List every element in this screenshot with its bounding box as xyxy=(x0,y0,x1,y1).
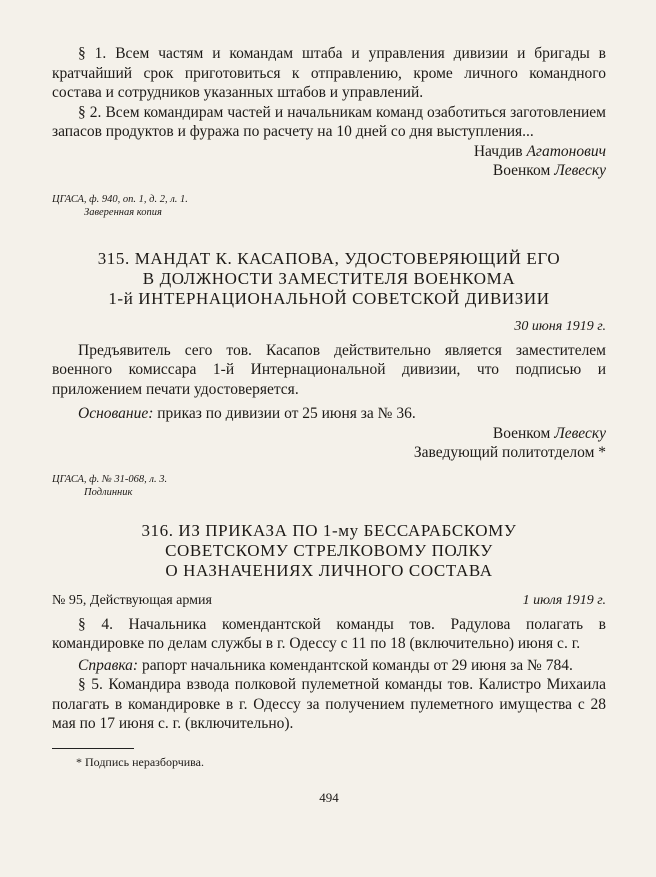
signature-title: Военком xyxy=(492,162,551,179)
doc-316-paragraph-4: § 4. Начальника комендантской команды тов. Радулова полагать в командировке по делам службы в г. Одессу с 11 по 18 (включительно) июня с. г. xyxy=(52,615,606,652)
footnote: * Подпись неразборчива. xyxy=(76,754,204,769)
doc-315-archive-source xyxy=(52,473,606,499)
signature-name: Агатонович xyxy=(526,142,606,160)
doc-315-body: Предъявитель сего тов. Касапов действительно является заместителем военного комиссара 1-й Интернациональной дивизии, что подписью и приложением печати удостоверяется. xyxy=(52,341,606,398)
signature-title: Военком xyxy=(492,424,551,442)
doc-315-date: 30 июня 1919 г. xyxy=(514,318,606,334)
doc-316-heading-line-3: О НАЗНАЧЕНИЯХ ЛИЧНОГО СОСТАВА xyxy=(165,560,493,580)
basis-label: Основание: xyxy=(78,405,154,422)
doc-316-order-row xyxy=(52,593,606,609)
paragraph-2: § 2. Всем командирам частей и начальникам команд озаботиться заготовлением запасов продуктов и фуража по расчету на 10 дней со дня выступления... xyxy=(52,103,606,140)
footnote-rule xyxy=(52,748,134,749)
doc-316-paragraph-5: § 5. Командира взвода полковой пулеметной команды тов. Калистро Михаила полагать в командировке в г. Одессу за получением пулеметного имущества с 28 мая по 17 июня с. г. (включительно). xyxy=(52,676,606,732)
doc-315-signature-voenkom xyxy=(52,424,606,444)
order-number: № 95, Действующая армия xyxy=(52,592,212,608)
signature-title: Начдив xyxy=(473,142,523,160)
archive-source xyxy=(52,193,606,219)
source-line: ЦГАСА, ф. № 31-068, л. 3. xyxy=(52,473,168,485)
doc-315-heading-line-3: 1-й ИНТЕРНАЦИОНАЛЬНОЙ СОВЕТСКОЙ ДИВИЗИИ xyxy=(108,288,550,308)
doc-315-heading-line-2: В ДОЛЖНОСТИ ЗАМЕСТИТЕЛЯ ВОЕНКОМА xyxy=(142,268,516,288)
doc-315-heading-line-1: 315. МАНДАТ К. КАСАПОВА, УДОСТОВЕРЯЮЩИЙ ЕГО xyxy=(97,248,561,268)
doc-316-reference xyxy=(52,656,606,676)
signature-name: Левеску xyxy=(554,424,606,442)
order-date: 1 июля 1919 г. xyxy=(522,592,606,608)
signature-name: Левеску xyxy=(554,162,606,179)
page-number: 494 xyxy=(319,789,339,805)
reference-label: Справка: xyxy=(78,656,139,674)
source-note: Подлинник xyxy=(84,486,133,498)
reference-text: рапорт начальника комендантской команды от 29 июня за № 784. xyxy=(141,656,573,674)
doc-316-heading-line-1: 316. ИЗ ПРИКАЗА ПО 1-му БЕССАРАБСКОМУ xyxy=(141,520,517,540)
source-line: ЦГАСА, ф. 940, оп. 1, д. 2, л. 1. xyxy=(52,193,188,205)
source-note: Заверенная копия xyxy=(84,206,162,218)
doc-315-basis xyxy=(52,404,606,424)
doc-316-heading-line-2: СОВЕТСКОМУ СТРЕЛКОВОМУ ПОЛКУ xyxy=(165,540,493,560)
document-page xyxy=(52,44,606,806)
paragraph-1: § 1. Всем частям и командам штаба и управления дивизии и бригады в кратчайший срок приготовиться к отправлению, кроме личного командного состава и сотрудников указанных штабов и управлений. xyxy=(52,45,606,101)
signature-voenkom xyxy=(52,161,606,181)
doc-315-signature-politotdel: Заведующий политотделом * xyxy=(413,444,606,461)
signature-nachdiv xyxy=(52,142,606,162)
basis-text: приказ по дивизии от 25 июня за № 36. xyxy=(157,405,416,422)
